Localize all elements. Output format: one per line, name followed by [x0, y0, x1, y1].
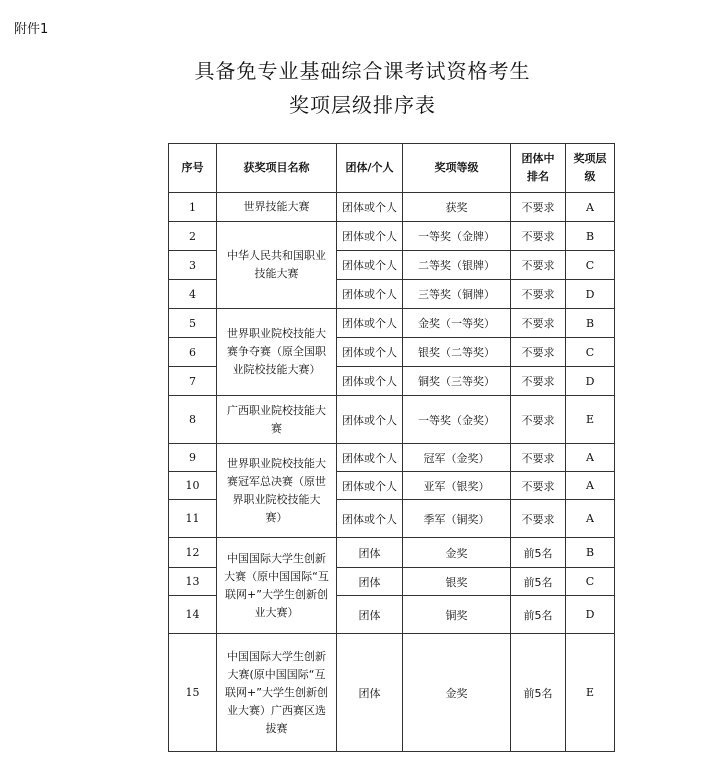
cell-no: 14	[169, 596, 217, 634]
cell-team: 团体或个人	[337, 396, 403, 444]
cell-level: C	[566, 338, 615, 367]
cell-team: 团体或个人	[337, 367, 403, 396]
cell-rank: 不要求	[511, 309, 566, 338]
cell-competition: 广西职业院校技能大 赛	[217, 396, 337, 444]
cell-level: A	[566, 500, 615, 538]
cell-level: D	[566, 367, 615, 396]
cell-award: 金奖	[403, 538, 511, 568]
cell-no: 8	[169, 396, 217, 444]
cell-competition: 中国国际大学生创新 大赛（原中国国际“互 联网+”大学生创新创 业大赛）	[217, 538, 337, 634]
cell-award: 获奖	[403, 193, 511, 222]
table-row	[169, 444, 615, 472]
header-level: 奖项层 级	[566, 144, 615, 193]
cell-level: E	[566, 634, 615, 752]
cell-no: 15	[169, 634, 217, 752]
cell-no: 5	[169, 309, 217, 338]
cell-level: B	[566, 222, 615, 251]
cell-award: 冠军（金奖）	[403, 444, 511, 472]
cell-no: 7	[169, 367, 217, 396]
cell-competition: 世界技能大赛	[217, 193, 337, 222]
document-title-line-2: 奖项层级排序表	[289, 93, 436, 117]
cell-no: 3	[169, 251, 217, 280]
table-row	[169, 222, 615, 251]
cell-no: 6	[169, 338, 217, 367]
cell-team: 团体	[337, 538, 403, 568]
cell-award: 银奖（二等奖）	[403, 338, 511, 367]
cell-rank: 不要求	[511, 338, 566, 367]
table-row	[169, 193, 615, 222]
cell-award: 铜奖（三等奖）	[403, 367, 511, 396]
header-name: 获奖项目名称	[217, 144, 337, 193]
cell-award: 一等奖（金牌）	[403, 222, 511, 251]
cell-team: 团体	[337, 634, 403, 752]
cell-competition: 世界职业院校技能大 赛争夺赛（原全国职 业院校技能大赛）	[217, 309, 337, 396]
cell-rank: 前5名	[511, 538, 566, 568]
cell-award: 银奖	[403, 568, 511, 596]
cell-no: 10	[169, 472, 217, 500]
cell-award: 三等奖（铜牌）	[403, 280, 511, 309]
cell-no: 9	[169, 444, 217, 472]
cell-rank: 不要求	[511, 251, 566, 280]
cell-level: C	[566, 251, 615, 280]
cell-team: 团体或个人	[337, 500, 403, 538]
cell-rank: 不要求	[511, 472, 566, 500]
cell-rank: 不要求	[511, 280, 566, 309]
cell-rank: 前5名	[511, 568, 566, 596]
cell-rank: 不要求	[511, 444, 566, 472]
cell-no: 11	[169, 500, 217, 538]
cell-no: 1	[169, 193, 217, 222]
cell-team: 团体或个人	[337, 309, 403, 338]
cell-level: B	[566, 309, 615, 338]
document-title-line-1: 具备免专业基础综合课考试资格考生	[194, 59, 531, 83]
cell-team: 团体或个人	[337, 251, 403, 280]
cell-no: 12	[169, 538, 217, 568]
cell-level: D	[566, 280, 615, 309]
cell-level: E	[566, 396, 615, 444]
cell-level: A	[566, 472, 615, 500]
cell-team: 团体或个人	[337, 193, 403, 222]
cell-award: 亚军（银奖）	[403, 472, 511, 500]
cell-level: D	[566, 596, 615, 634]
cell-level: A	[566, 193, 615, 222]
cell-rank: 不要求	[511, 193, 566, 222]
cell-team: 团体或个人	[337, 222, 403, 251]
table-row	[169, 634, 615, 752]
cell-rank: 不要求	[511, 500, 566, 538]
cell-level: A	[566, 444, 615, 472]
cell-rank: 不要求	[511, 367, 566, 396]
header-award: 奖项等级	[403, 144, 511, 193]
cell-rank: 不要求	[511, 222, 566, 251]
cell-award: 二等奖（银牌）	[403, 251, 511, 280]
award-ranking-table	[168, 143, 615, 752]
cell-team: 团体	[337, 596, 403, 634]
cell-level: C	[566, 568, 615, 596]
cell-award: 一等奖（金奖）	[403, 396, 511, 444]
cell-award: 季军（铜奖）	[403, 500, 511, 538]
cell-team: 团体或个人	[337, 472, 403, 500]
cell-team: 团体	[337, 568, 403, 596]
cell-award: 铜奖	[403, 596, 511, 634]
cell-team: 团体或个人	[337, 280, 403, 309]
cell-rank: 前5名	[511, 634, 566, 752]
cell-competition: 中华人民共和国职业 技能大赛	[217, 222, 337, 309]
attachment-label: 附件1	[14, 22, 49, 37]
header-team: 团体/个人	[337, 144, 403, 193]
cell-rank: 不要求	[511, 396, 566, 444]
header-rank: 团体中 排名	[511, 144, 566, 193]
cell-competition: 中国国际大学生创新 大赛(原中国国际“互 联网+”大学生创新创 业大赛）广西赛区选 拔赛	[217, 634, 337, 752]
cell-no: 13	[169, 568, 217, 596]
cell-no: 4	[169, 280, 217, 309]
cell-no: 2	[169, 222, 217, 251]
table-header-row	[169, 144, 615, 193]
table-row	[169, 538, 615, 568]
cell-team: 团体或个人	[337, 444, 403, 472]
header-no: 序号	[169, 144, 217, 193]
cell-award: 金奖（一等奖）	[403, 309, 511, 338]
table-row	[169, 309, 615, 338]
cell-competition: 世界职业院校技能大 赛冠军总决赛（原世 界职业院校技能大 赛）	[217, 444, 337, 538]
table-row	[169, 396, 615, 444]
cell-team: 团体或个人	[337, 338, 403, 367]
cell-rank: 前5名	[511, 596, 566, 634]
cell-level: B	[566, 538, 615, 568]
cell-award: 金奖	[403, 634, 511, 752]
